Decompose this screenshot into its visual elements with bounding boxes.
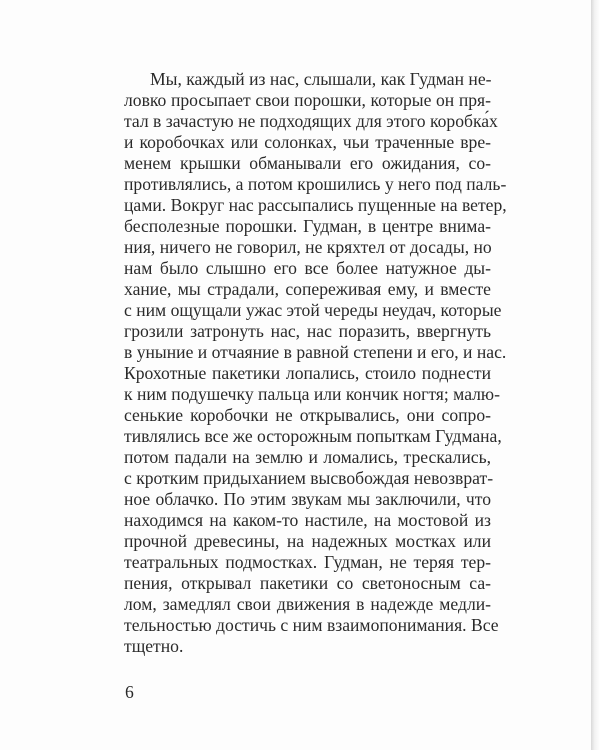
text-line: тивлялись все же осторожным попыткам Гудмана, bbox=[124, 426, 502, 446]
text-line: Мы, каждый из нас, слышали, как Гудман не- bbox=[150, 69, 492, 89]
page-edge-shadow bbox=[591, 0, 600, 750]
text-line: цами. Вокруг нас рассыпались пущенные на ветер, bbox=[124, 195, 507, 215]
text-line: менем крышки обманывали его ожидания, со- bbox=[124, 153, 491, 173]
text-line: пения, открывал пакетики со светоносным са- bbox=[124, 573, 491, 593]
text-line: грозили затронуть нас, нас поразить, ввергнуть bbox=[124, 321, 491, 341]
text-line: тал в зачастую не подходящих для этого коробка́х bbox=[124, 111, 498, 131]
text-line: противлялись, а потом крошились у него под паль- bbox=[124, 174, 507, 194]
text-line: тельностью достичь с ним взаимопонимания. Все bbox=[124, 615, 499, 635]
text-line: ное облачко. По этим звукам мы заключили, что bbox=[124, 489, 491, 509]
text-line: Крохотные пакетики лопались, стоило поднести bbox=[124, 363, 491, 383]
text-line: в уныние и отчаяние в равной степени и его, и нас. bbox=[124, 342, 507, 362]
text-line: ния, ничего не говорил, не кряхтел от досады, но bbox=[124, 237, 492, 257]
text-line: с кротким придыханием высвобождая невозврат- bbox=[124, 468, 494, 488]
body-text bbox=[124, 69, 507, 657]
text-line: хание, мы страдали, сопереживая ему, и вместе bbox=[124, 279, 491, 299]
text-line: к ним подушечку пальца или кончик ногтя; малю- bbox=[124, 384, 500, 404]
text-line: с ним ощущали ужас этой череды неудач, которые bbox=[124, 300, 502, 320]
text-line: бесполезные порошки. Гудман, в центре внима- bbox=[124, 216, 491, 236]
text-line: потом падали на землю и ломались, трескались, bbox=[124, 447, 491, 467]
text-line: находимся на каком-то настиле, на мостовой из bbox=[124, 510, 491, 530]
text-line: тщетно. bbox=[124, 636, 184, 656]
text-line: театральных подмостках. Гудман, не теряя тер- bbox=[124, 552, 491, 572]
page-number: 6 bbox=[125, 682, 134, 702]
text-line: нам было слышно его все более натужное ды- bbox=[124, 258, 491, 278]
text-line: и коробочках или солонках, чьи траченные вре- bbox=[124, 132, 491, 152]
text-line: сенькие коробочки не открывались, они сопро- bbox=[124, 405, 491, 425]
text-line: лом, замедлял свои движения в надежде медли- bbox=[124, 594, 491, 614]
text-line: прочной древесины, на надежных мостках или bbox=[124, 531, 491, 551]
text-line: ловко просыпает свои порошки, которые он пря- bbox=[124, 90, 491, 110]
